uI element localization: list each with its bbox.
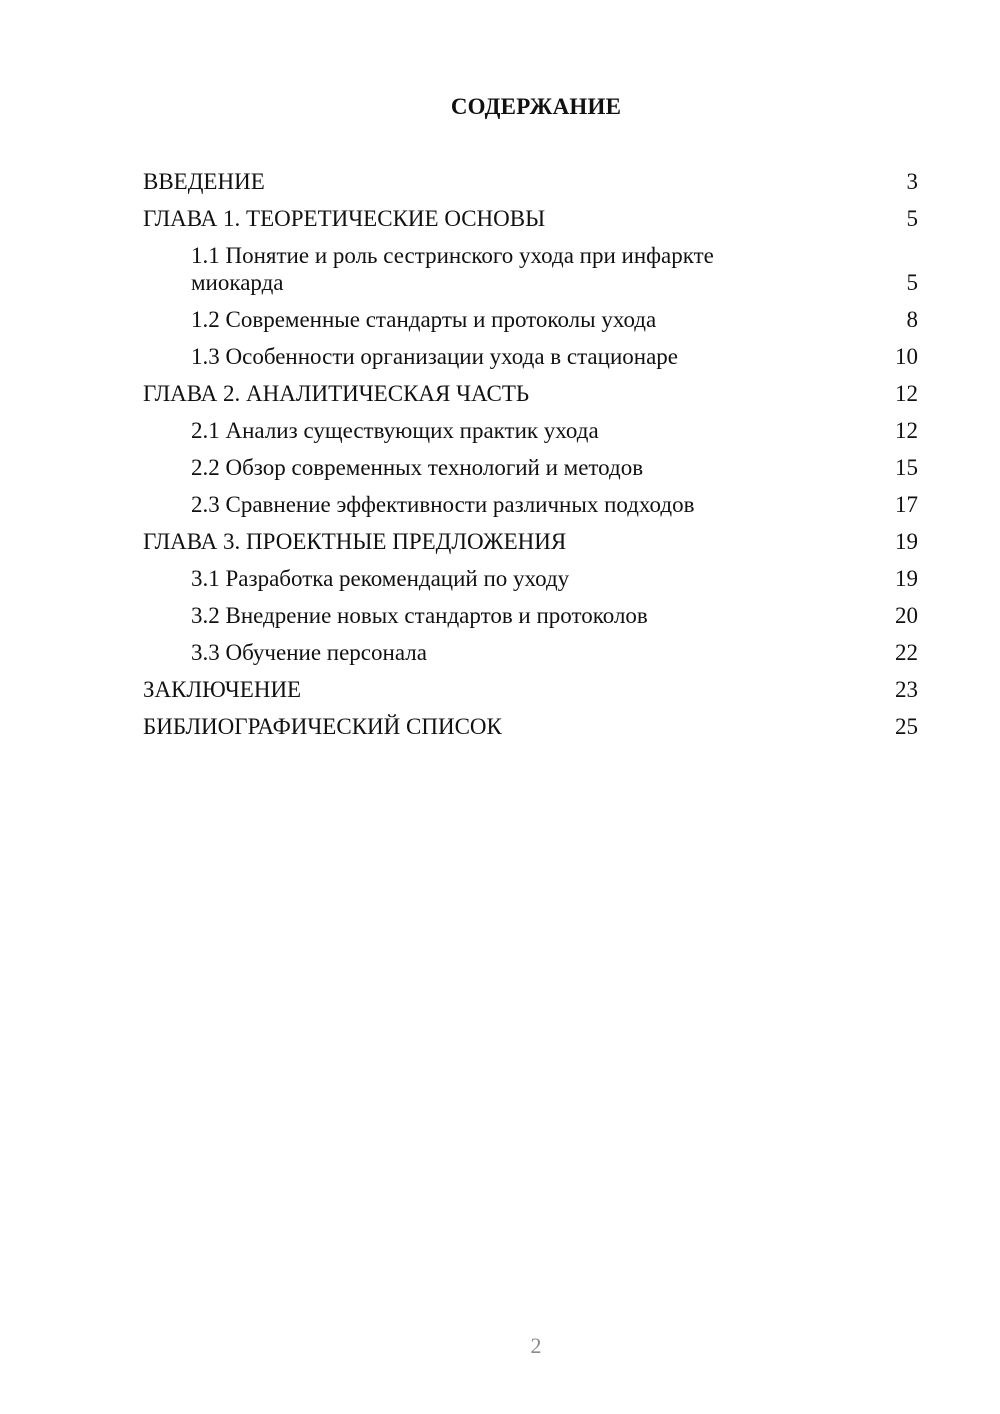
- toc-entry-label: 1.3 Особенности организации ухода в стационаре: [191, 344, 678, 369]
- toc-entry-chapter-1[interactable]: [143, 205, 918, 232]
- toc-entry-bibliography[interactable]: [143, 713, 918, 740]
- page-title: СОДЕРЖАНИЕ: [450, 94, 622, 119]
- toc-entry-section-2-2[interactable]: [143, 454, 918, 481]
- toc-entry-section-2-3[interactable]: [143, 491, 918, 518]
- toc-entry-label: ГЛАВА 3. ПРОЕКТНЫЕ ПРЕДЛОЖЕНИЯ: [143, 529, 567, 554]
- toc-entry-page: 5: [906, 206, 918, 231]
- toc-entry-page: 22: [895, 640, 918, 665]
- table-of-contents: [143, 168, 918, 750]
- page-number: 2: [530, 1333, 542, 1358]
- toc-entry-label: ВВЕДЕНИЕ: [143, 169, 265, 194]
- toc-entry-label: ГЛАВА 1. ТЕОРЕТИЧЕСКИЕ ОСНОВЫ: [143, 206, 546, 231]
- toc-entry-label: 2.2 Обзор современных технологий и методов: [191, 455, 644, 480]
- toc-entry-page: 19: [895, 529, 918, 554]
- toc-entry-page: 10: [895, 344, 918, 369]
- toc-entry-label: 3.2 Внедрение новых стандартов и протоколов: [191, 603, 648, 628]
- toc-entry-page: 17: [895, 492, 918, 517]
- toc-entry-section-1-1[interactable]: [143, 242, 918, 296]
- toc-entry-label: ЗАКЛЮЧЕНИЕ: [143, 677, 302, 702]
- toc-entry-page: 20: [895, 603, 918, 628]
- toc-entry-chapter-2[interactable]: [143, 380, 918, 407]
- toc-entry-page: 3: [906, 169, 918, 194]
- toc-entry-label: 1.1 Понятие и роль сестринского ухода при инфаркте миокарда: [191, 243, 714, 295]
- toc-entry-page: 25: [895, 714, 918, 739]
- toc-entry-chapter-3[interactable]: [143, 528, 918, 555]
- toc-entry-introduction[interactable]: [143, 168, 918, 195]
- toc-entry-page: 19: [895, 566, 918, 591]
- toc-entry-conclusion[interactable]: [143, 676, 918, 703]
- toc-entry-label: 3.3 Обучение персонала: [191, 640, 427, 665]
- toc-entry-section-2-1[interactable]: [143, 417, 918, 444]
- toc-entry-section-3-2[interactable]: [143, 602, 918, 629]
- toc-entry-label: 2.1 Анализ существующих практик ухода: [191, 418, 599, 443]
- toc-entry-label: 1.2 Современные стандарты и протоколы ухода: [191, 307, 657, 332]
- toc-entry-page: 15: [895, 455, 918, 480]
- toc-entry-section-3-3[interactable]: [143, 639, 918, 666]
- toc-entry-section-1-3[interactable]: [143, 343, 918, 370]
- toc-entry-page: 5: [906, 270, 918, 295]
- toc-entry-page: 8: [906, 307, 918, 332]
- toc-entry-label: БИБЛИОГРАФИЧЕСКИЙ СПИСОК: [143, 714, 502, 739]
- toc-entry-label: 3.1 Разработка рекомендаций по уходу: [191, 566, 570, 591]
- toc-entry-section-3-1[interactable]: [143, 565, 918, 592]
- toc-entry-section-1-2[interactable]: [143, 306, 918, 333]
- toc-entry-label: 2.3 Сравнение эффективности различных подходов: [191, 492, 695, 517]
- toc-entry-page: 12: [895, 418, 918, 443]
- toc-entry-page: 12: [895, 381, 918, 406]
- toc-entry-label: ГЛАВА 2. АНАЛИТИЧЕСКАЯ ЧАСТЬ: [143, 381, 530, 406]
- toc-entry-page: 23: [895, 677, 918, 702]
